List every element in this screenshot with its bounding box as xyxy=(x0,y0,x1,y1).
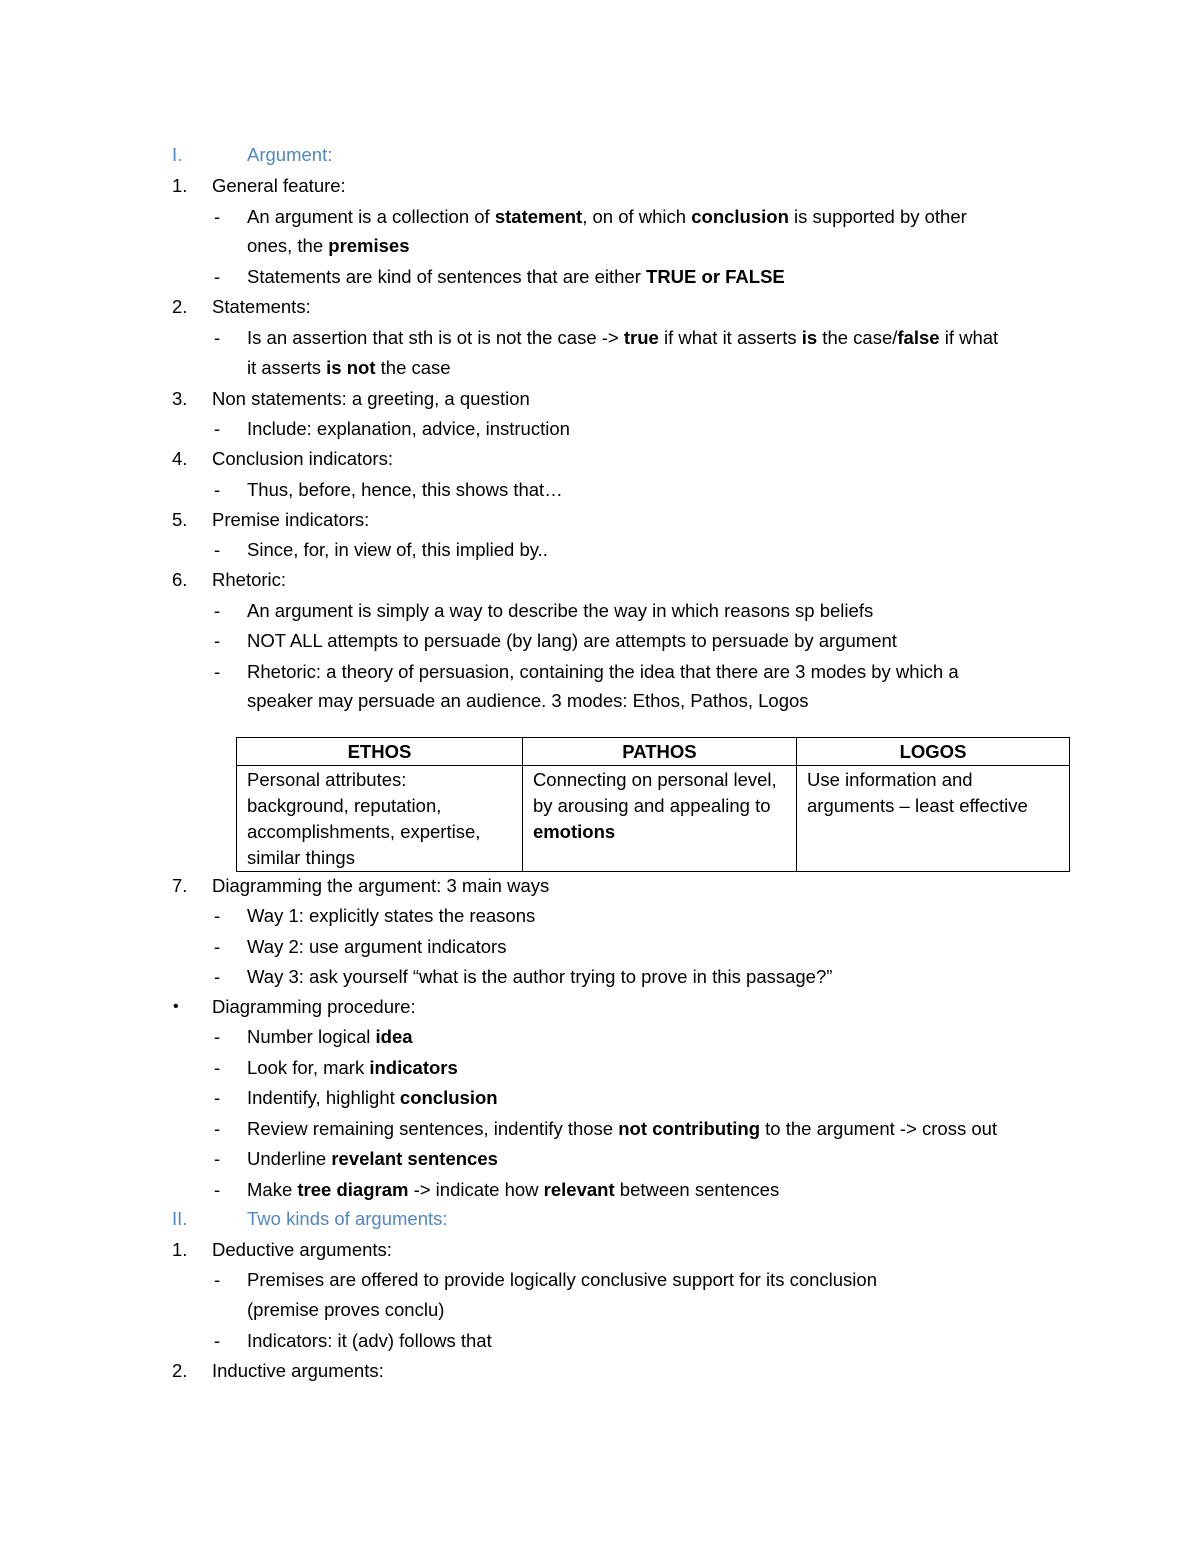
dash-bullet: - xyxy=(214,206,221,227)
dash-bullet: - xyxy=(214,1087,221,1108)
dash-bullet: - xyxy=(214,418,221,439)
dash-bullet: - xyxy=(214,630,221,651)
dash-bullet: - xyxy=(214,661,221,682)
dash-bullet: - xyxy=(214,905,221,926)
section-title: Argument: xyxy=(247,144,333,165)
dash-bullet: - xyxy=(214,936,221,957)
round-bullet-icon: • xyxy=(173,998,179,1015)
dash-bullet: - xyxy=(214,1179,221,1200)
dash-bullet: - xyxy=(214,1148,221,1169)
section-title: Two kinds of arguments: xyxy=(247,1208,448,1229)
table-header-ethos: ETHOS xyxy=(237,738,523,766)
table-header-logos: LOGOS xyxy=(797,738,1070,766)
dash-bullet: - xyxy=(214,539,221,560)
table-header-row xyxy=(237,738,1070,766)
table-cell-ethos: Personal attributes: background, reputation, accomplishments, expertise, similar things xyxy=(237,766,523,872)
dash-bullet: - xyxy=(214,1026,221,1047)
section-numeral: II. xyxy=(172,1208,188,1229)
dash-bullet: - xyxy=(214,1330,221,1351)
dash-bullet: - xyxy=(214,327,221,348)
dash-bullet: - xyxy=(214,479,221,500)
table-cell-pathos: Connecting on personal level, by arousing and appealing to emotions xyxy=(522,766,796,872)
dash-bullet: - xyxy=(214,600,221,621)
dash-bullet: - xyxy=(214,1057,221,1078)
section-numeral: I. xyxy=(172,144,183,165)
dash-bullet: - xyxy=(214,266,221,287)
dash-bullet: - xyxy=(214,1269,221,1290)
dash-bullet: - xyxy=(214,966,221,987)
table-cell-logos: Use information and arguments – least effective xyxy=(797,766,1070,872)
modes-table xyxy=(236,737,1070,872)
table-header-pathos: PATHOS xyxy=(522,738,796,766)
table-row xyxy=(237,766,1070,872)
dash-bullet: - xyxy=(214,1118,221,1139)
